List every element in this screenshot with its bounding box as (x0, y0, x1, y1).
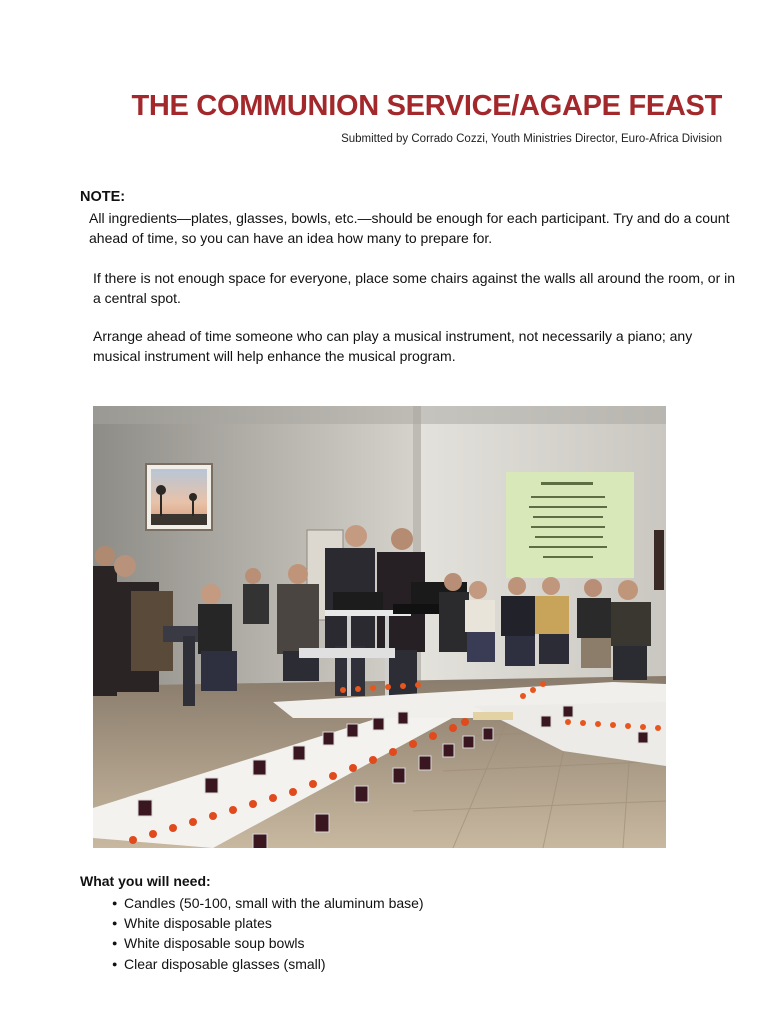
list-item (112, 933, 424, 953)
note-label: NOTE: (80, 189, 126, 205)
need-item-label: Clear disposable glasses (small) (124, 955, 326, 972)
need-item-label: White disposable plates (124, 915, 272, 932)
note-paragraph-3: Arrange ahead of time someone who can play a musical instrument, not necessarily a piano; any musical instrument will help enhance the musical program. (93, 328, 693, 364)
need-item-label: Candles (50-100, small with the aluminum base) (124, 895, 424, 911)
need-item-label: White disposable soup bowls (124, 935, 305, 952)
note-paragraph-1: All ingredients—plates, glasses, bowls, etc.—should be enough for each participant. Try and do a count ahead of time, so you can have an idea how many to prepare for. (89, 210, 730, 246)
page-title: THE COMMUNION SERVICE/AGAPE FEAST (131, 90, 722, 122)
bullet-icon: ● (112, 918, 118, 929)
bullet-icon: ● (112, 958, 118, 969)
list-item (112, 893, 424, 913)
note-paragraph-2: If there is not enough space for everyone, place some chairs against the walls all around the room, or in a central spot. (93, 270, 736, 306)
list-item (112, 913, 424, 933)
list-item (112, 954, 424, 974)
communion-service-photo (93, 406, 666, 848)
bullet-icon: ● (112, 938, 118, 949)
needs-list (112, 893, 424, 974)
submitted-by: Submitted by Corrado Cozzi, Youth Ministries Director, Euro-Africa Division (341, 133, 722, 145)
bullet-icon: ● (112, 898, 118, 908)
needs-label: What you will need: (80, 873, 211, 889)
